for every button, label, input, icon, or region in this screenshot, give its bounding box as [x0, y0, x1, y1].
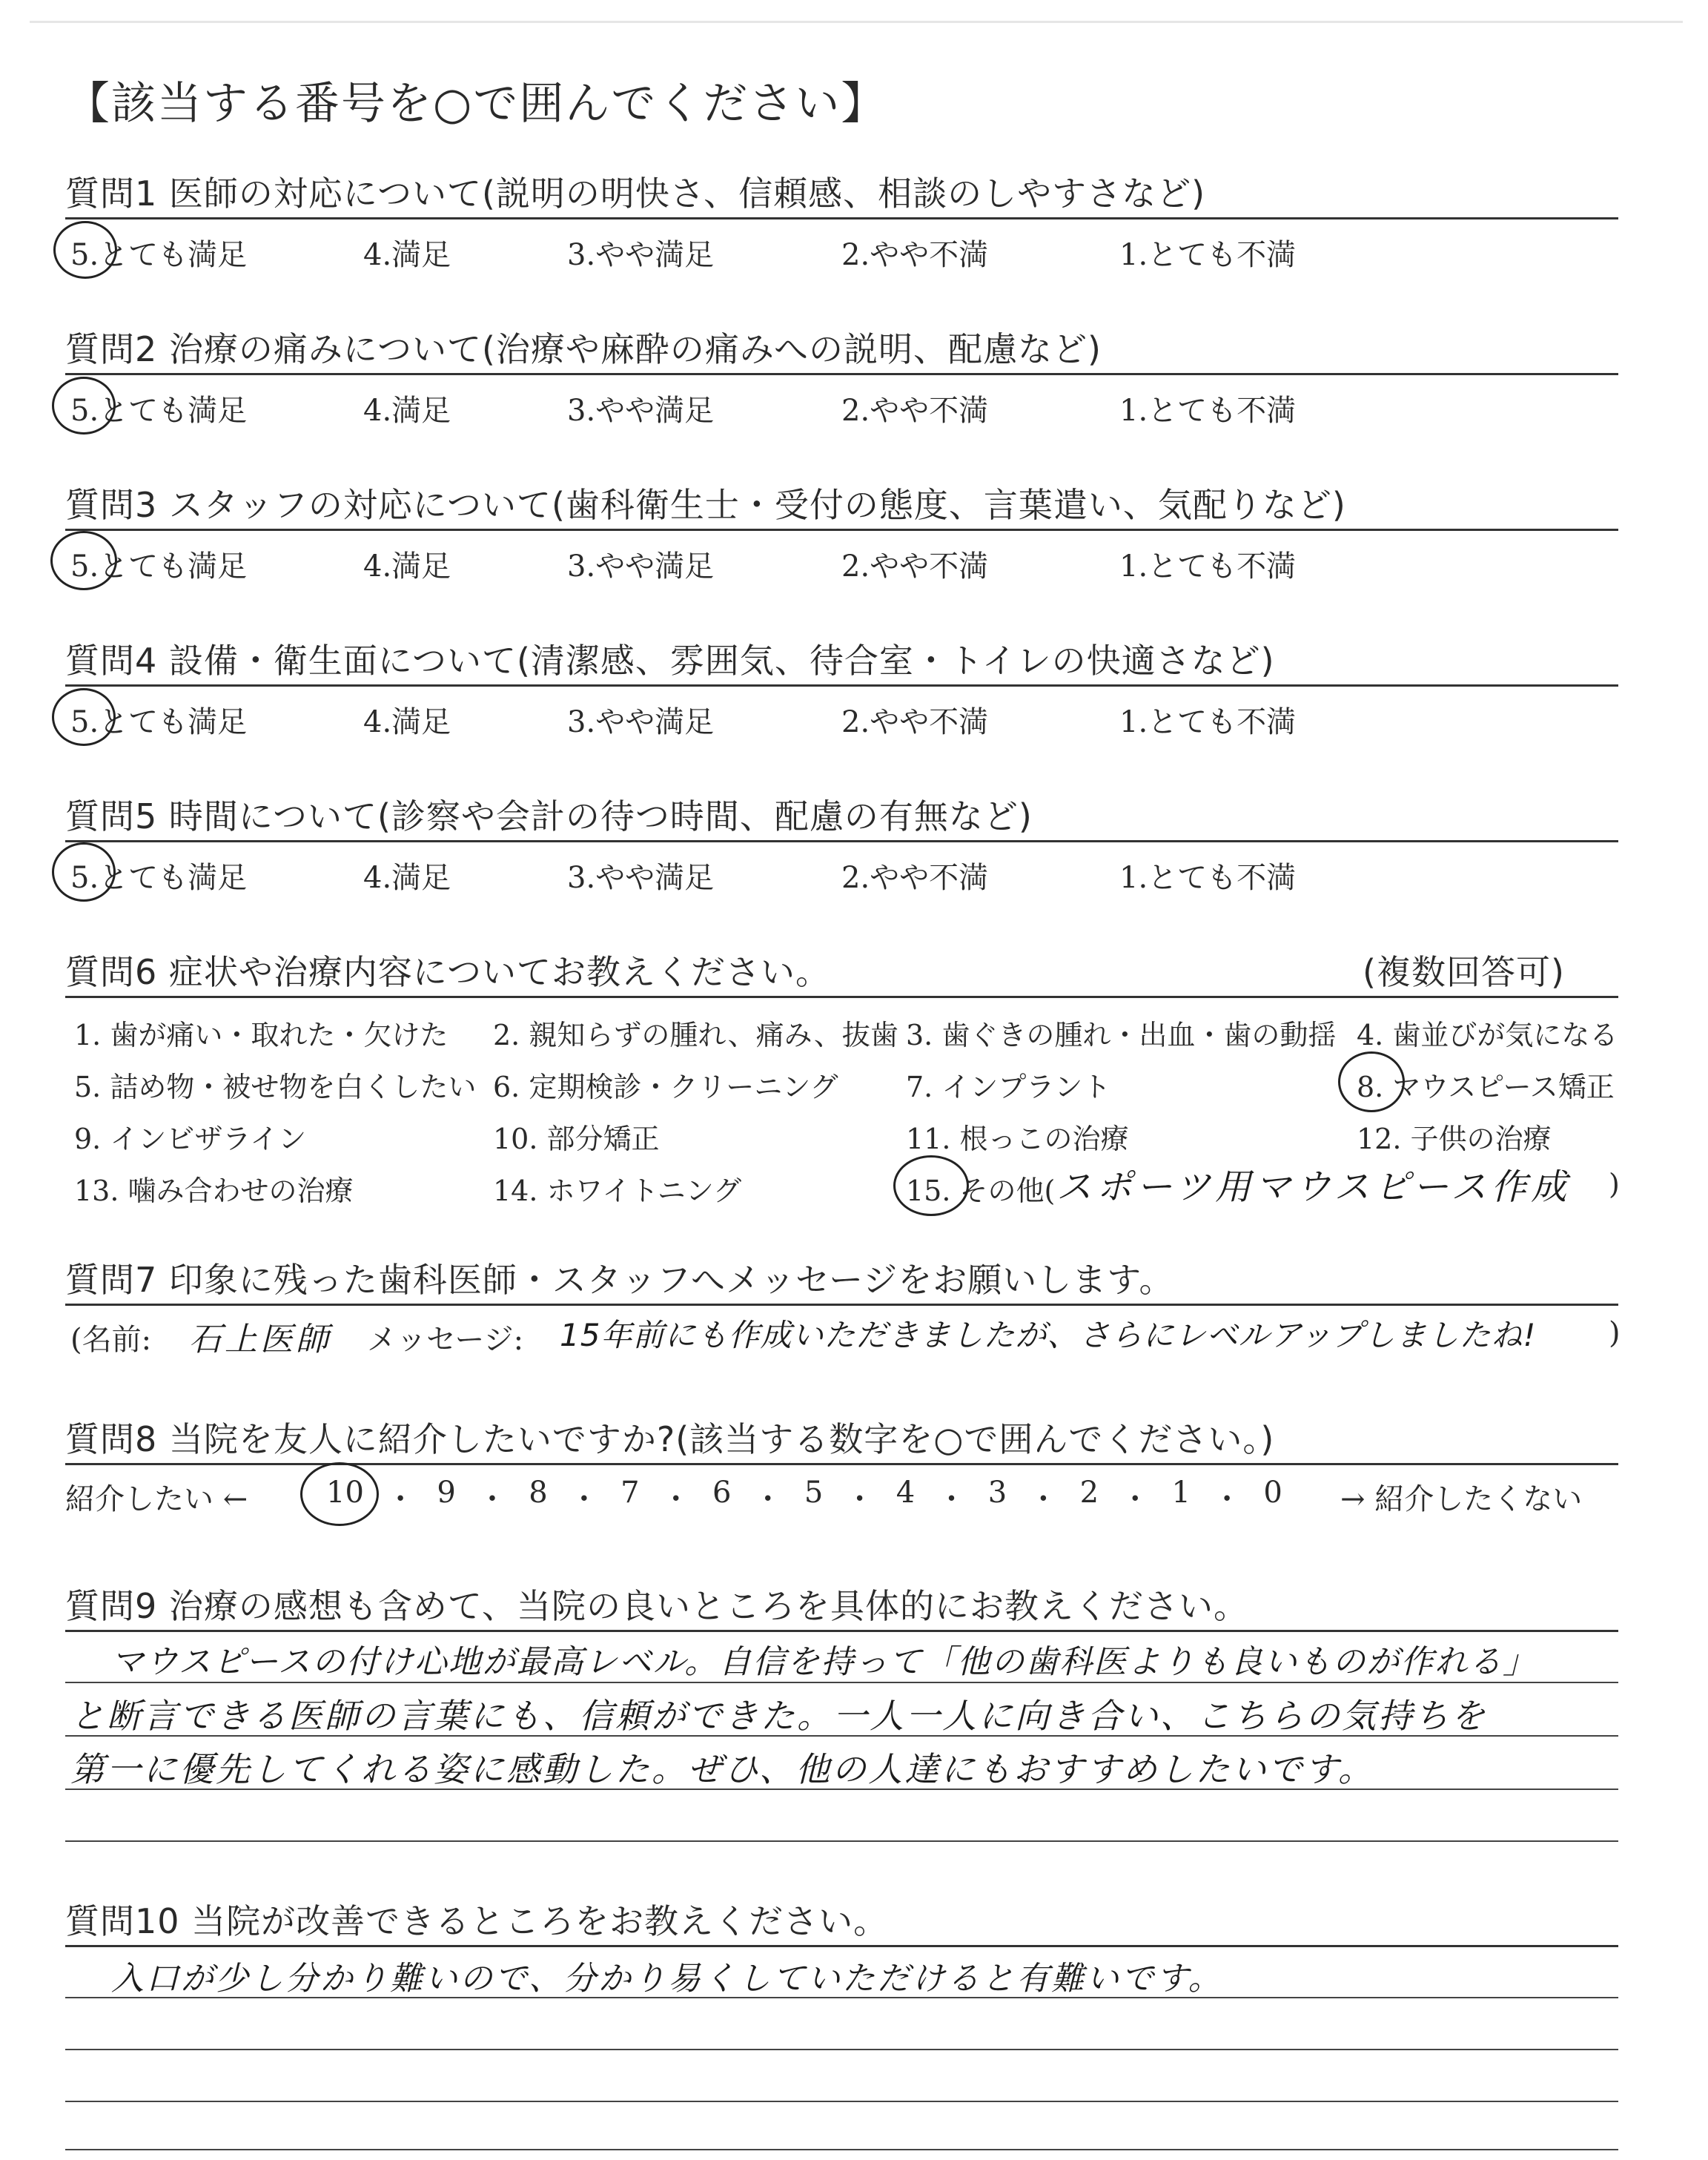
divider: [65, 840, 1618, 842]
divider: [65, 1304, 1618, 1306]
question-7: 質問7 印象に残った歯科医師・スタッフへメッセージをお願いします。: [65, 1260, 1174, 1300]
page-title: 【該当する番号を○で囲んでください】: [65, 78, 887, 130]
symptom-option-6[interactable]: 6. 定期検診・クリーニング: [493, 1071, 838, 1103]
symptom-option-8[interactable]: 8. マウスピース矯正: [1357, 1071, 1615, 1103]
rating-option-1[interactable]: 1.とても不満: [1119, 549, 1297, 584]
symptom-option-13[interactable]: 13. 噛み合わせの治療: [74, 1175, 354, 1207]
feedback-line-1: マウスピースの付け心地が最高レベル。自信を持って「他の歯科医よりも良いものが作れる」: [111, 1643, 1537, 1681]
scale-separator: ・: [844, 1482, 875, 1516]
rating-option-1[interactable]: 1.とても不満: [1119, 238, 1297, 272]
question-3: 質問3 スタッフの対応について(歯科衛生士・受付の態度、言葉遣い、気配りなど): [65, 485, 1346, 525]
symptom-option-11[interactable]: 11. 根っこの治療: [906, 1123, 1129, 1155]
symptom-option-15[interactable]: 15. その他(: [906, 1175, 1056, 1207]
rating-option-1[interactable]: 1.とても不満: [1119, 861, 1297, 895]
scale-value-8[interactable]: 8: [529, 1476, 548, 1510]
scale-value-2[interactable]: 2: [1079, 1476, 1099, 1510]
question-2: 質問2 治療の痛みについて(治療や麻酔の痛みへの説明、配慮など): [65, 329, 1102, 369]
scale-value-3[interactable]: 3: [987, 1476, 1007, 1510]
message-close-paren: ): [1609, 1316, 1621, 1350]
symptom-option-9[interactable]: 9. インビザライン: [74, 1123, 307, 1155]
scale-separator: ・: [1028, 1482, 1059, 1516]
rating-option-1[interactable]: 1.とても不満: [1119, 705, 1297, 739]
selection-circle: [52, 377, 116, 435]
divider: [65, 1463, 1618, 1465]
symptom-option-2[interactable]: 2. 親知らずの腫れ、痛み、抜歯: [493, 1019, 898, 1051]
scale-value-4[interactable]: 4: [896, 1476, 916, 1510]
divider: [65, 1630, 1618, 1632]
question-6: 質問6 症状や治療内容についてお教えください。: [65, 952, 830, 992]
symptom-option-4[interactable]: 4. 歯並びが気になる: [1357, 1019, 1618, 1051]
scale-separator: ・: [661, 1482, 691, 1516]
divider: [65, 684, 1618, 687]
rating-option-3[interactable]: 3.やや満足: [567, 861, 715, 895]
rating-option-3[interactable]: 3.やや満足: [567, 705, 715, 739]
rating-option-4[interactable]: 4.満足: [363, 861, 451, 895]
scan-edge: [30, 21, 1683, 23]
scale-separator: ・: [1212, 1482, 1242, 1516]
feedback-line-2: と断言できる医師の言葉にも、信頼ができた。一人一人に向き合い、こちらの気持ちを: [70, 1696, 1487, 1736]
symptom-option-14[interactable]: 14. ホワイトニング: [493, 1175, 742, 1207]
scale-separator: ・: [936, 1482, 967, 1516]
selection-circle: [52, 842, 116, 902]
question-8: 質問8 当院を友人に紹介したいですか?(該当する数字を○で囲んでください。): [65, 1419, 1275, 1459]
question-5: 質問5 時間について(診察や会計の待つ時間、配慮の有無など): [65, 796, 1033, 836]
scale-separator: ・: [752, 1482, 783, 1516]
question-10: 質問10 当院が改善できるところをお教えください。: [65, 1901, 889, 1941]
divider: [65, 217, 1618, 219]
rating-option-2[interactable]: 2.やや不満: [841, 861, 989, 895]
scale-separator: ・: [569, 1482, 599, 1516]
selection-circle: [1338, 1051, 1405, 1112]
rating-option-3[interactable]: 3.やや満足: [567, 549, 715, 584]
scale-separator: ・: [1120, 1482, 1151, 1516]
rating-option-2[interactable]: 2.やや不満: [841, 549, 989, 584]
rating-option-3[interactable]: 3.やや満足: [567, 238, 715, 272]
scale-value-10[interactable]: 10: [326, 1476, 364, 1510]
rating-option-3[interactable]: 3.やや満足: [567, 394, 715, 428]
answer-line: [65, 1997, 1618, 1998]
question-9: 質問9 治療の感想も含めて、当院の良いところを具体的にお教えください。: [65, 1586, 1248, 1626]
scale-value-1[interactable]: 1: [1171, 1476, 1191, 1510]
rating-option-4[interactable]: 4.満足: [363, 238, 451, 272]
scale-value-5[interactable]: 5: [804, 1476, 824, 1510]
question-4: 質問4 設備・衛生面について(清潔感、雰囲気、待合室・トイレの快適さなど): [65, 641, 1275, 681]
divider: [65, 996, 1618, 998]
symptom-option-10[interactable]: 10. 部分矯正: [493, 1123, 660, 1155]
answer-line: [65, 2149, 1618, 2150]
rating-option-5[interactable]: 5.とても満足: [70, 549, 248, 584]
scale-value-9[interactable]: 9: [437, 1476, 456, 1510]
rating-option-5[interactable]: 5.とても満足: [70, 238, 248, 272]
rating-option-5[interactable]: 5.とても満足: [70, 705, 248, 739]
divider: [65, 1945, 1618, 1947]
selection-circle: [53, 221, 117, 279]
feedback-line-3: 第一に優先してくれる姿に感動した。ぜひ、他の人達にもおすすめしたいです。: [70, 1749, 1374, 1789]
rating-option-2[interactable]: 2.やや不満: [841, 705, 989, 739]
name-label: (名前:: [70, 1323, 152, 1357]
other-close-paren: ): [1609, 1168, 1620, 1200]
selection-circle: [50, 531, 117, 590]
rating-option-2[interactable]: 2.やや不満: [841, 238, 989, 272]
rating-option-5[interactable]: 5.とても満足: [70, 861, 248, 895]
answer-line: [65, 2049, 1618, 2050]
symptom-option-1[interactable]: 1. 歯が痛い・取れた・欠けた: [74, 1019, 448, 1051]
question-1: 質問1 医師の対応について(説明の明快さ、信頼感、相談のしやすさなど): [65, 174, 1206, 214]
scale-left-label: 紹介したい ←: [65, 1482, 248, 1516]
answer-line: [65, 1840, 1618, 1842]
scale-separator: ・: [477, 1482, 508, 1516]
divider: [65, 529, 1618, 531]
selection-circle: [893, 1155, 969, 1216]
rating-option-4[interactable]: 4.満足: [363, 705, 451, 739]
answer-line: [65, 1789, 1618, 1790]
staff-message-handwritten: 15年前にも作成いただきましたが、さらにレベルアップしましたね!: [560, 1317, 1537, 1353]
rating-option-4[interactable]: 4.満足: [363, 549, 451, 584]
rating-option-5[interactable]: 5.とても満足: [70, 394, 248, 428]
scale-right-label: → 紹介したくない: [1340, 1482, 1583, 1516]
selection-circle: [52, 688, 116, 746]
divider: [65, 373, 1618, 375]
symptom-option-3[interactable]: 3. 歯ぐきの腫れ・出血・歯の動揺: [906, 1019, 1337, 1051]
scale-value-7[interactable]: 7: [620, 1476, 640, 1510]
symptom-option-5[interactable]: 5. 詰め物・被せ物を白くしたい: [74, 1071, 477, 1103]
message-label: メッセージ:: [367, 1323, 524, 1357]
rating-option-4[interactable]: 4.満足: [363, 394, 451, 428]
rating-option-1[interactable]: 1.とても不満: [1119, 394, 1297, 428]
answer-line: [65, 2101, 1618, 2102]
scale-separator: ・: [385, 1482, 416, 1516]
other-symptom-handwritten: スポーツ用マウスピース作成: [1056, 1166, 1572, 1208]
multiple-answer-note: (複数回答可): [1363, 952, 1565, 992]
rating-option-2[interactable]: 2.やや不満: [841, 394, 989, 428]
selection-circle: [300, 1462, 379, 1526]
scale-value-0[interactable]: 0: [1263, 1476, 1282, 1510]
answer-line: [65, 1735, 1618, 1737]
recommend-scale: [326, 1476, 1282, 1518]
symptom-option-7[interactable]: 7. インプラント: [906, 1071, 1111, 1103]
staff-name-handwritten: 石上医師: [189, 1321, 331, 1358]
symptom-option-12[interactable]: 12. 子供の治療: [1357, 1123, 1552, 1155]
scale-value-6[interactable]: 6: [712, 1476, 732, 1510]
improvement-line-1: 入口が少し分かり難いので、分かり易くしていただけると有難いです。: [111, 1960, 1223, 1998]
answer-line: [65, 1682, 1618, 1683]
